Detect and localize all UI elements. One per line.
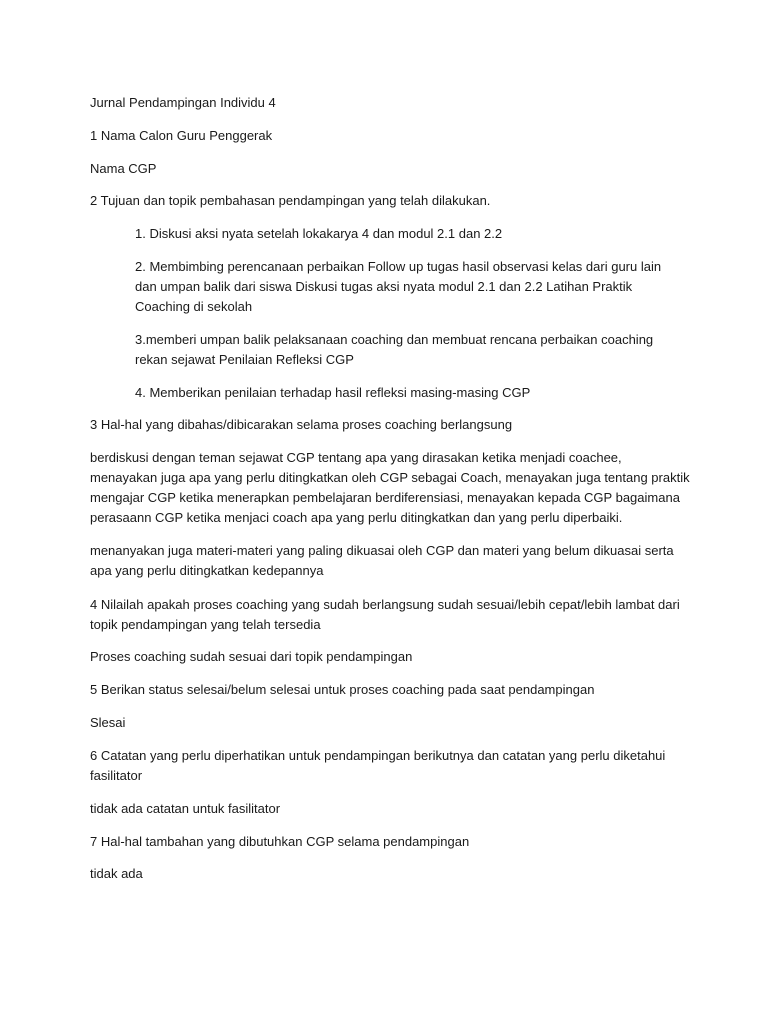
list-item: 2. Membimbing perencanaan perbaikan Follow up tugas hasil observasi kelas dari guru lain dan umpan balik dari siswa Diskusi tugas aksi nyata modul 2.1 dan 2.2 Latihan Praktik Coaching di sekolah xyxy=(135,259,662,314)
question-6: 6 Catatan yang perlu diperhatikan untuk pendampingan berikutnya dan catatan yang perlu diketahui fasilitator xyxy=(90,748,666,783)
answer-1: Nama CGP xyxy=(90,161,157,176)
question-4: 4 Nilailah apakah proses coaching yang sudah berlangsung sudah sesuai/lebih cepat/lebih lambat dari topik pendampingan yang telah tersedia xyxy=(90,597,680,632)
question-7: 7 Hal-hal tambahan yang dibutuhkan CGP selama pendampingan xyxy=(90,834,470,849)
question-1: 1 Nama Calon Guru Penggerak xyxy=(90,128,273,143)
question-3: 3 Hal-hal yang dibahas/dibicarakan selama proses coaching berlangsung xyxy=(90,417,513,432)
answer-5: Slesai xyxy=(90,715,126,730)
question-2: 2 Tujuan dan topik pembahasan pendampingan yang telah dilakukan. xyxy=(90,193,491,208)
answer-3-paragraph-2: menanyakan juga materi-materi yang paling dikuasai oleh CGP dan materi yang belum dikuasai serta apa yang perlu ditingkatkan kedepannya xyxy=(90,543,674,578)
list-item: 3.memberi umpan balik pelaksanaan coaching dan membuat rencana perbaikan coaching rekan sejawat Penilaian Refleksi CGP xyxy=(135,332,654,367)
question-5: 5 Berikan status selesai/belum selesai untuk proses coaching pada saat pendampingan xyxy=(90,682,595,697)
list-item: 1. Diskusi aksi nyata setelah lokakarya 4 dan modul 2.1 dan 2.2 xyxy=(135,226,503,241)
answer-4: Proses coaching sudah sesuai dari topik pendampingan xyxy=(90,649,413,664)
answer-3-paragraph-1: berdiskusi dengan teman sejawat CGP tentang apa yang dirasakan ketika menjadi coachee, menayakan juga apa yang perlu ditingkatkan oleh CGP sebagai Coach, menayakan juga tentang praktik mengajar CGP ketika menerapkan pembelajaran berdiferensiasi, menayakan kepada CGP bagaimana perasaann CGP ketika menjaci coach apa yang perlu ditingkatkan dan yang perlu diperbaiki. xyxy=(90,450,690,525)
list-item: 4. Memberikan penilaian terhadap hasil refleksi masing-masing CGP xyxy=(135,385,531,400)
answer-6: tidak ada catatan untuk fasilitator xyxy=(90,801,281,816)
answer-7: tidak ada xyxy=(90,866,143,881)
document-title: Jurnal Pendampingan Individu 4 xyxy=(90,95,276,110)
